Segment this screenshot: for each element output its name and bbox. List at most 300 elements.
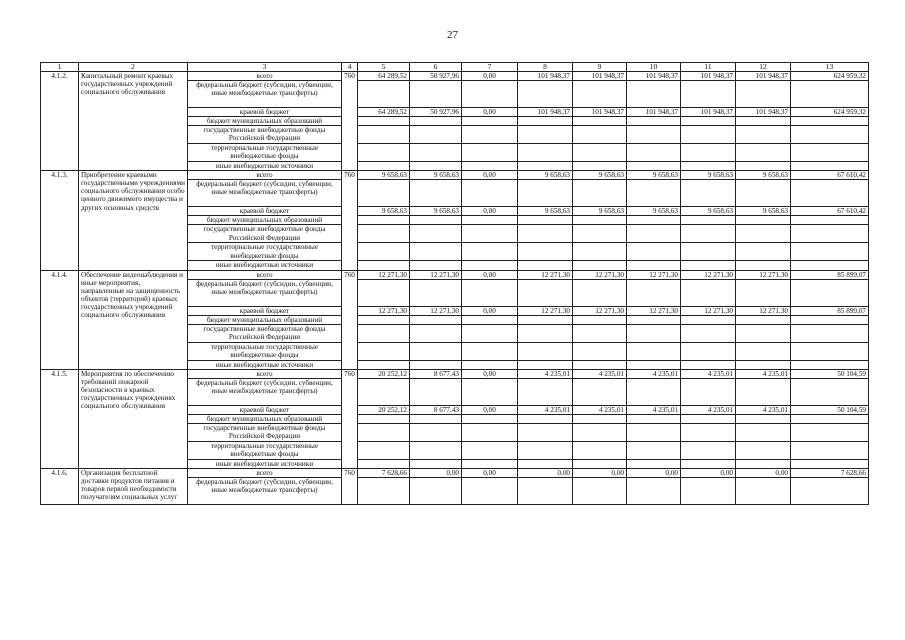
amount-cell bbox=[518, 423, 573, 441]
amount-cell: 101 948,37 bbox=[573, 108, 627, 117]
amount-cell bbox=[462, 144, 518, 162]
amount-cell: 101 948,37 bbox=[627, 72, 681, 81]
amount-cell bbox=[573, 117, 627, 126]
amount-cell bbox=[681, 216, 736, 225]
header-row bbox=[41, 63, 869, 72]
table-row bbox=[41, 369, 869, 378]
amount-cell bbox=[736, 279, 791, 306]
amount-cell bbox=[681, 478, 736, 505]
column-header: 8 bbox=[518, 63, 573, 72]
amount-cell bbox=[462, 360, 518, 369]
amount-cell bbox=[573, 261, 627, 270]
amount-cell bbox=[736, 180, 791, 207]
amount-cell bbox=[627, 441, 681, 459]
funding-source: бюджет муниципальных образований bbox=[188, 315, 342, 324]
amount-cell bbox=[627, 180, 681, 207]
item-name: Приобретение краевыми государственными учреждениями социального обслуживания особо ценного движимого имущества и других основных средств bbox=[79, 171, 188, 270]
amount-cell bbox=[358, 378, 410, 405]
funding-source: территориальные государственные внебюджетные фонды bbox=[188, 144, 342, 162]
funding-source: иные внебюджетные источники bbox=[188, 162, 342, 171]
amount-cell bbox=[573, 423, 627, 441]
amount-cell: 12 271,30 bbox=[681, 270, 736, 279]
amount-cell bbox=[462, 180, 518, 207]
amount-cell bbox=[410, 144, 462, 162]
amount-cell bbox=[462, 441, 518, 459]
amount-cell bbox=[518, 126, 573, 144]
amount-cell bbox=[462, 423, 518, 441]
amount-cell bbox=[573, 225, 627, 243]
amount-cell bbox=[410, 243, 462, 261]
item-code: 4.1.6. bbox=[41, 469, 79, 505]
amount-cell bbox=[736, 478, 791, 505]
amount-cell bbox=[518, 441, 573, 459]
amount-cell bbox=[518, 261, 573, 270]
amount-cell bbox=[681, 225, 736, 243]
amount-cell bbox=[736, 144, 791, 162]
amount-cell bbox=[410, 378, 462, 405]
amount-cell: 64 289,52 bbox=[358, 108, 410, 117]
amount-cell bbox=[791, 261, 869, 270]
item-code: 4.1.3. bbox=[41, 171, 79, 270]
column-header: 6 bbox=[410, 63, 462, 72]
amount-cell bbox=[410, 414, 462, 423]
amount-cell bbox=[681, 126, 736, 144]
column-header: 1 bbox=[41, 63, 79, 72]
amount-cell bbox=[681, 378, 736, 405]
amount-cell: 4 235,01 bbox=[627, 369, 681, 378]
amount-cell bbox=[791, 315, 869, 324]
amount-cell: 9 658,63 bbox=[518, 207, 573, 216]
amount-cell bbox=[791, 225, 869, 243]
column-header: 4 bbox=[342, 63, 358, 72]
amount-cell: 0,00 bbox=[462, 72, 518, 81]
amount-cell: 8 677,43 bbox=[410, 369, 462, 378]
amount-cell bbox=[462, 126, 518, 144]
column-header: 12 bbox=[736, 63, 791, 72]
amount-cell: 4 235,01 bbox=[736, 405, 791, 414]
amount-cell bbox=[573, 414, 627, 423]
amount-cell bbox=[358, 441, 410, 459]
amount-cell bbox=[681, 342, 736, 360]
amount-cell: 12 271,30 bbox=[681, 306, 736, 315]
item-name: Мероприятия по обеспечению требований пожарной безопасности в краевых государственных учреждениях социального обслуживания bbox=[79, 369, 188, 468]
amount-cell bbox=[358, 216, 410, 225]
amount-cell bbox=[736, 378, 791, 405]
funding-source: иные внебюджетные источники bbox=[188, 459, 342, 468]
column-header: 9 bbox=[573, 63, 627, 72]
amount-cell bbox=[410, 216, 462, 225]
amount-cell bbox=[573, 144, 627, 162]
amount-cell: 0,00 bbox=[462, 171, 518, 180]
amount-cell bbox=[791, 144, 869, 162]
amount-cell bbox=[736, 225, 791, 243]
amount-cell bbox=[410, 423, 462, 441]
amount-cell: 0,00 bbox=[410, 469, 462, 478]
amount-cell bbox=[518, 279, 573, 306]
amount-cell bbox=[791, 459, 869, 468]
amount-cell: 4 235,01 bbox=[573, 369, 627, 378]
amount-cell bbox=[791, 324, 869, 342]
amount-cell bbox=[791, 378, 869, 405]
column-header: 3 bbox=[188, 63, 342, 72]
amount-cell bbox=[791, 279, 869, 306]
amount-cell bbox=[627, 81, 681, 108]
amount-cell bbox=[462, 225, 518, 243]
amount-cell bbox=[518, 315, 573, 324]
column-header: 13 bbox=[791, 63, 869, 72]
amount-cell bbox=[736, 423, 791, 441]
amount-cell bbox=[410, 117, 462, 126]
amount-cell bbox=[573, 378, 627, 405]
amount-cell: 9 658,63 bbox=[573, 207, 627, 216]
amount-cell: 101 948,37 bbox=[736, 72, 791, 81]
amount-cell: 9 658,63 bbox=[410, 207, 462, 216]
amount-cell: 20 252,12 bbox=[358, 405, 410, 414]
funding-source: краевой бюджет bbox=[188, 306, 342, 315]
item-name: Капитальный ремонт краевых государственных учреждений социального обслуживания bbox=[79, 72, 188, 171]
amount-cell: 12 271,30 bbox=[736, 270, 791, 279]
funding-source: иные внебюджетные источники bbox=[188, 261, 342, 270]
amount-cell bbox=[462, 117, 518, 126]
amount-cell: 0,00 bbox=[462, 469, 518, 478]
amount-cell bbox=[736, 324, 791, 342]
table-row bbox=[41, 72, 869, 81]
amount-cell bbox=[410, 459, 462, 468]
amount-cell bbox=[681, 315, 736, 324]
amount-cell: 12 271,30 bbox=[736, 306, 791, 315]
amount-cell: 9 658,63 bbox=[736, 171, 791, 180]
page-number: 27 bbox=[447, 29, 458, 41]
amount-cell bbox=[410, 261, 462, 270]
amount-cell bbox=[518, 378, 573, 405]
amount-cell bbox=[573, 342, 627, 360]
amount-cell bbox=[627, 478, 681, 505]
amount-cell bbox=[518, 225, 573, 243]
amount-cell bbox=[627, 423, 681, 441]
funding-source: краевой бюджет bbox=[188, 207, 342, 216]
amount-cell: 624 959,32 bbox=[791, 72, 869, 81]
funding-source: территориальные государственные внебюджетные фонды bbox=[188, 243, 342, 261]
amount-cell bbox=[736, 81, 791, 108]
amount-cell bbox=[627, 378, 681, 405]
amount-cell: 12 271,30 bbox=[410, 306, 462, 315]
amount-cell bbox=[410, 126, 462, 144]
amount-cell: 9 658,63 bbox=[518, 171, 573, 180]
funding-source: федеральный бюджет (субсидии, субвенции, иные межбюджетные трансферты) bbox=[188, 279, 342, 306]
amount-cell bbox=[791, 126, 869, 144]
funding-source: всего bbox=[188, 72, 342, 81]
amount-cell: 12 271,30 bbox=[573, 270, 627, 279]
amount-cell: 9 658,63 bbox=[627, 207, 681, 216]
amount-cell bbox=[518, 81, 573, 108]
amount-cell bbox=[627, 162, 681, 171]
amount-cell bbox=[627, 360, 681, 369]
amount-cell: 624 959,32 bbox=[791, 108, 869, 117]
amount-cell bbox=[736, 162, 791, 171]
amount-cell: 0,00 bbox=[573, 469, 627, 478]
amount-cell: 12 271,30 bbox=[518, 270, 573, 279]
amount-cell bbox=[791, 216, 869, 225]
funding-source: государственные внебюджетные фонды Российской Федерации bbox=[188, 225, 342, 243]
funding-source: всего bbox=[188, 171, 342, 180]
amount-cell bbox=[462, 459, 518, 468]
column-header: 7 bbox=[462, 63, 518, 72]
column-header: 5 bbox=[358, 63, 410, 72]
funding-source: государственные внебюджетные фонды Российской Федерации bbox=[188, 324, 342, 342]
amount-cell: 0,00 bbox=[462, 108, 518, 117]
amount-cell bbox=[358, 478, 410, 505]
funding-source: краевой бюджет bbox=[188, 405, 342, 414]
amount-cell: 67 610,42 bbox=[791, 171, 869, 180]
amount-cell bbox=[410, 315, 462, 324]
item-name: Обеспечение видеонаблюдения и иные мероприятия, направленные на защищенность объектов (территорий) краевых государственных учреждений социального обслуживания bbox=[79, 270, 188, 369]
amount-cell: 4 235,01 bbox=[518, 405, 573, 414]
amount-cell bbox=[410, 441, 462, 459]
amount-cell bbox=[358, 117, 410, 126]
amount-cell bbox=[518, 324, 573, 342]
amount-cell bbox=[518, 216, 573, 225]
item-code: 4.1.4. bbox=[41, 270, 79, 369]
amount-cell bbox=[518, 180, 573, 207]
amount-cell bbox=[681, 360, 736, 369]
amount-cell bbox=[358, 315, 410, 324]
amount-cell bbox=[681, 414, 736, 423]
amount-cell: 101 948,37 bbox=[681, 72, 736, 81]
amount-cell bbox=[518, 162, 573, 171]
amount-cell bbox=[791, 414, 869, 423]
table-row bbox=[41, 270, 869, 279]
amount-cell bbox=[736, 360, 791, 369]
amount-cell bbox=[358, 81, 410, 108]
table-body bbox=[41, 72, 869, 505]
amount-cell: 9 658,63 bbox=[627, 171, 681, 180]
amount-cell bbox=[627, 324, 681, 342]
amount-cell bbox=[462, 81, 518, 108]
column-header: 10 bbox=[627, 63, 681, 72]
amount-cell bbox=[681, 243, 736, 261]
funding-source: федеральный бюджет (субсидии, субвенции, иные межбюджетные трансферты) bbox=[188, 180, 342, 207]
amount-cell bbox=[462, 261, 518, 270]
amount-cell: 9 658,63 bbox=[681, 171, 736, 180]
amount-cell bbox=[410, 478, 462, 505]
amount-cell bbox=[462, 162, 518, 171]
amount-cell bbox=[627, 414, 681, 423]
funding-source: территориальные государственные внебюджетные фонды bbox=[188, 342, 342, 360]
amount-cell bbox=[462, 279, 518, 306]
amount-cell: 9 658,63 bbox=[681, 207, 736, 216]
amount-cell bbox=[410, 180, 462, 207]
amount-cell bbox=[627, 216, 681, 225]
amount-cell bbox=[410, 162, 462, 171]
amount-cell bbox=[736, 117, 791, 126]
amount-cell bbox=[518, 144, 573, 162]
amount-cell: 12 271,30 bbox=[358, 306, 410, 315]
amount-cell: 4 235,01 bbox=[736, 369, 791, 378]
amount-cell: 50 104,59 bbox=[791, 369, 869, 378]
grbs-code: 760 bbox=[342, 270, 358, 369]
funding-source: всего bbox=[188, 369, 342, 378]
amount-cell bbox=[358, 144, 410, 162]
amount-cell bbox=[573, 216, 627, 225]
amount-cell bbox=[736, 216, 791, 225]
amount-cell bbox=[736, 315, 791, 324]
amount-cell bbox=[791, 243, 869, 261]
amount-cell bbox=[358, 423, 410, 441]
amount-cell bbox=[358, 261, 410, 270]
amount-cell: 101 948,37 bbox=[736, 108, 791, 117]
amount-cell: 101 948,37 bbox=[681, 108, 736, 117]
amount-cell bbox=[518, 342, 573, 360]
amount-cell: 85 899,07 bbox=[791, 270, 869, 279]
amount-cell bbox=[736, 414, 791, 423]
amount-cell bbox=[736, 342, 791, 360]
amount-cell bbox=[573, 360, 627, 369]
amount-cell: 85 899,07 bbox=[791, 306, 869, 315]
item-code: 4.1.5. bbox=[41, 369, 79, 468]
amount-cell: 4 235,01 bbox=[681, 405, 736, 414]
funding-source: иные внебюджетные источники bbox=[188, 360, 342, 369]
amount-cell: 12 271,30 bbox=[410, 270, 462, 279]
amount-cell bbox=[736, 243, 791, 261]
funding-source: федеральный бюджет (субсидии, субвенции, иные межбюджетные трансферты) bbox=[188, 81, 342, 108]
amount-cell bbox=[627, 261, 681, 270]
amount-cell bbox=[518, 478, 573, 505]
amount-cell: 101 948,37 bbox=[627, 108, 681, 117]
amount-cell bbox=[358, 459, 410, 468]
amount-cell bbox=[358, 162, 410, 171]
amount-cell bbox=[573, 162, 627, 171]
amount-cell: 101 948,37 bbox=[518, 108, 573, 117]
amount-cell bbox=[573, 81, 627, 108]
table-header bbox=[41, 63, 869, 72]
amount-cell: 9 658,63 bbox=[358, 207, 410, 216]
amount-cell: 0,00 bbox=[462, 369, 518, 378]
amount-cell bbox=[681, 144, 736, 162]
grbs-code: 760 bbox=[342, 171, 358, 270]
amount-cell: 67 610,42 bbox=[791, 207, 869, 216]
amount-cell bbox=[681, 324, 736, 342]
amount-cell bbox=[410, 360, 462, 369]
amount-cell: 20 252,12 bbox=[358, 369, 410, 378]
amount-cell bbox=[791, 423, 869, 441]
column-header: 2 bbox=[79, 63, 188, 72]
funding-source: всего bbox=[188, 469, 342, 478]
amount-cell bbox=[627, 225, 681, 243]
funding-source: бюджет муниципальных образований bbox=[188, 216, 342, 225]
amount-cell: 0,00 bbox=[462, 405, 518, 414]
funding-source: всего bbox=[188, 270, 342, 279]
column-header: 11 bbox=[681, 63, 736, 72]
amount-cell: 0,00 bbox=[736, 469, 791, 478]
amount-cell bbox=[736, 459, 791, 468]
amount-cell bbox=[573, 324, 627, 342]
amount-cell bbox=[681, 261, 736, 270]
amount-cell bbox=[358, 342, 410, 360]
amount-cell bbox=[627, 144, 681, 162]
amount-cell: 12 271,30 bbox=[627, 270, 681, 279]
amount-cell bbox=[791, 360, 869, 369]
amount-cell bbox=[791, 342, 869, 360]
budget-table bbox=[40, 62, 869, 505]
amount-cell bbox=[410, 81, 462, 108]
amount-cell bbox=[462, 324, 518, 342]
amount-cell: 8 677,43 bbox=[410, 405, 462, 414]
amount-cell bbox=[681, 423, 736, 441]
amount-cell bbox=[681, 180, 736, 207]
amount-cell bbox=[518, 117, 573, 126]
amount-cell bbox=[462, 243, 518, 261]
amount-cell bbox=[681, 162, 736, 171]
amount-cell bbox=[410, 342, 462, 360]
item-code: 4.1.2. bbox=[41, 72, 79, 171]
funding-source: краевой бюджет bbox=[188, 108, 342, 117]
amount-cell bbox=[358, 324, 410, 342]
amount-cell bbox=[681, 81, 736, 108]
amount-cell: 12 271,30 bbox=[627, 306, 681, 315]
amount-cell bbox=[518, 414, 573, 423]
amount-cell bbox=[791, 478, 869, 505]
amount-cell bbox=[410, 324, 462, 342]
amount-cell bbox=[681, 441, 736, 459]
amount-cell bbox=[462, 342, 518, 360]
amount-cell bbox=[573, 315, 627, 324]
amount-cell: 64 289,52 bbox=[358, 72, 410, 81]
amount-cell bbox=[627, 279, 681, 306]
amount-cell: 9 658,63 bbox=[573, 171, 627, 180]
amount-cell bbox=[358, 126, 410, 144]
amount-cell bbox=[791, 117, 869, 126]
funding-source: федеральный бюджет (субсидии, субвенции, иные межбюджетные трансферты) bbox=[188, 378, 342, 405]
amount-cell bbox=[681, 279, 736, 306]
amount-cell bbox=[736, 441, 791, 459]
amount-cell bbox=[358, 243, 410, 261]
funding-source: территориальные государственные внебюджетные фонды bbox=[188, 441, 342, 459]
grbs-code: 760 bbox=[342, 469, 358, 505]
amount-cell bbox=[410, 279, 462, 306]
amount-cell bbox=[518, 459, 573, 468]
amount-cell bbox=[518, 243, 573, 261]
table-row bbox=[41, 469, 869, 478]
amount-cell bbox=[736, 126, 791, 144]
amount-cell bbox=[627, 117, 681, 126]
amount-cell: 4 235,01 bbox=[627, 405, 681, 414]
amount-cell: 7 628,66 bbox=[358, 469, 410, 478]
funding-source: бюджет муниципальных образований bbox=[188, 117, 342, 126]
amount-cell bbox=[627, 315, 681, 324]
amount-cell: 101 948,37 bbox=[573, 72, 627, 81]
amount-cell bbox=[462, 478, 518, 505]
amount-cell bbox=[573, 279, 627, 306]
amount-cell: 101 948,37 bbox=[518, 72, 573, 81]
amount-cell bbox=[573, 478, 627, 505]
amount-cell bbox=[681, 459, 736, 468]
amount-cell: 9 658,63 bbox=[358, 171, 410, 180]
amount-cell bbox=[358, 225, 410, 243]
amount-cell bbox=[573, 243, 627, 261]
amount-cell bbox=[573, 441, 627, 459]
amount-cell bbox=[791, 162, 869, 171]
grbs-code: 760 bbox=[342, 72, 358, 171]
amount-cell: 7 628,66 bbox=[791, 469, 869, 478]
amount-cell bbox=[627, 243, 681, 261]
table-row bbox=[41, 171, 869, 180]
amount-cell bbox=[573, 126, 627, 144]
amount-cell: 0,00 bbox=[681, 469, 736, 478]
amount-cell: 50 927,96 bbox=[410, 108, 462, 117]
amount-cell: 0,00 bbox=[518, 469, 573, 478]
amount-cell bbox=[358, 414, 410, 423]
amount-cell: 0,00 bbox=[627, 469, 681, 478]
